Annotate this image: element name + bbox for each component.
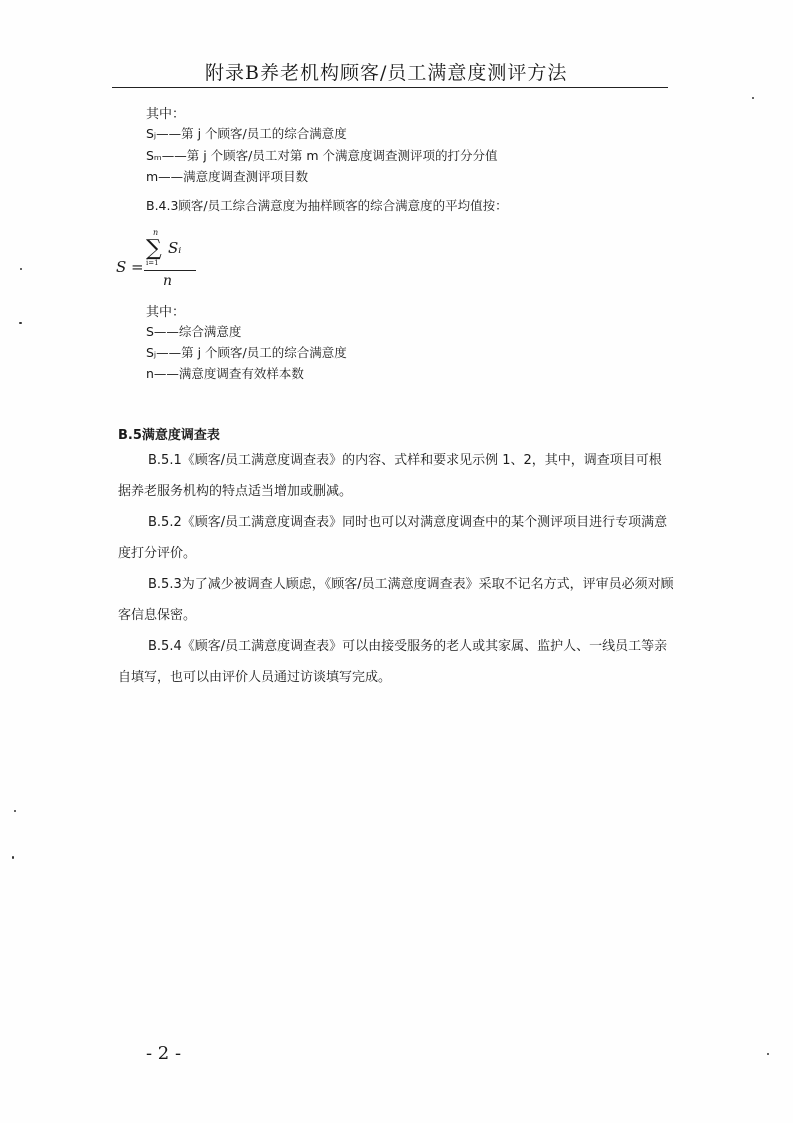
definition-item: Sⱼ——第 j 个顾客/员工的综合满意度 [146, 345, 347, 360]
formula-sum-upper: n [153, 228, 159, 237]
formula-lhs: S = [116, 258, 144, 276]
section-heading-b5: B.5满意度调查表 [118, 428, 220, 443]
formula-term: Sᵢ [168, 239, 182, 257]
definition-item: S——综合满意度 [146, 324, 242, 339]
scan-speck [12, 856, 14, 859]
paragraph-b52: B.5.2《顾客/员工满意度调查表》同时也可以对满意度调查中的某个测评项目进行专项满意度打分评价。 [118, 515, 668, 561]
paragraph-b51: B.5.1《顾客/员工满意度调查表》的内容、式样和要求见示例 1、2，其中，调查项目可根据养老服务机构的特点适当增加或删减。 [118, 453, 662, 499]
average-satisfaction-formula [116, 228, 236, 298]
header-rule [112, 87, 668, 88]
clause-b43: B.4.3顾客/员工综合满意度为抽样顾客的综合满意度的平均值按： [146, 198, 508, 213]
scan-speck [767, 1053, 769, 1055]
definitions-intro: 其中： [146, 107, 186, 122]
scan-speck [20, 268, 22, 270]
definition-item: m——满意度调查测评项目数 [146, 169, 309, 184]
definitions-intro: 其中： [146, 305, 186, 320]
page-number: - 2 - [146, 1043, 182, 1064]
fraction-bar [144, 270, 196, 271]
definition-item: Sₘ——第 j 个顾客/员工对第 m 个满意度调查测评项的打分分值 [146, 148, 498, 163]
definition-item: n——满意度调查有效样本数 [146, 366, 304, 381]
scan-speck [19, 322, 22, 324]
scan-speck [14, 810, 16, 812]
formula-denominator: n [163, 273, 173, 289]
scan-speck [752, 97, 754, 99]
definition-item: Sⱼ——第 j 个顾客/员工的综合满意度 [146, 126, 347, 141]
summation-symbol: ∑ [146, 236, 162, 261]
paragraph-b53: B.5.3为了减少被调查人顾虑，《顾客/员工满意度调查表》采取不记名方式，评审员必须对顾客信息保密。 [118, 577, 674, 623]
page-title: 附录B养老机构顾客/员工满意度测评方法 [205, 62, 568, 84]
paragraph-b54: B.5.4《顾客/员工满意度调查表》可以由接受服务的老人或其家属、监护人、一线员工等亲自填写，也可以由评价人员通过访谈填写完成。 [118, 639, 668, 685]
formula-sum-lower: i=1 [146, 259, 159, 267]
